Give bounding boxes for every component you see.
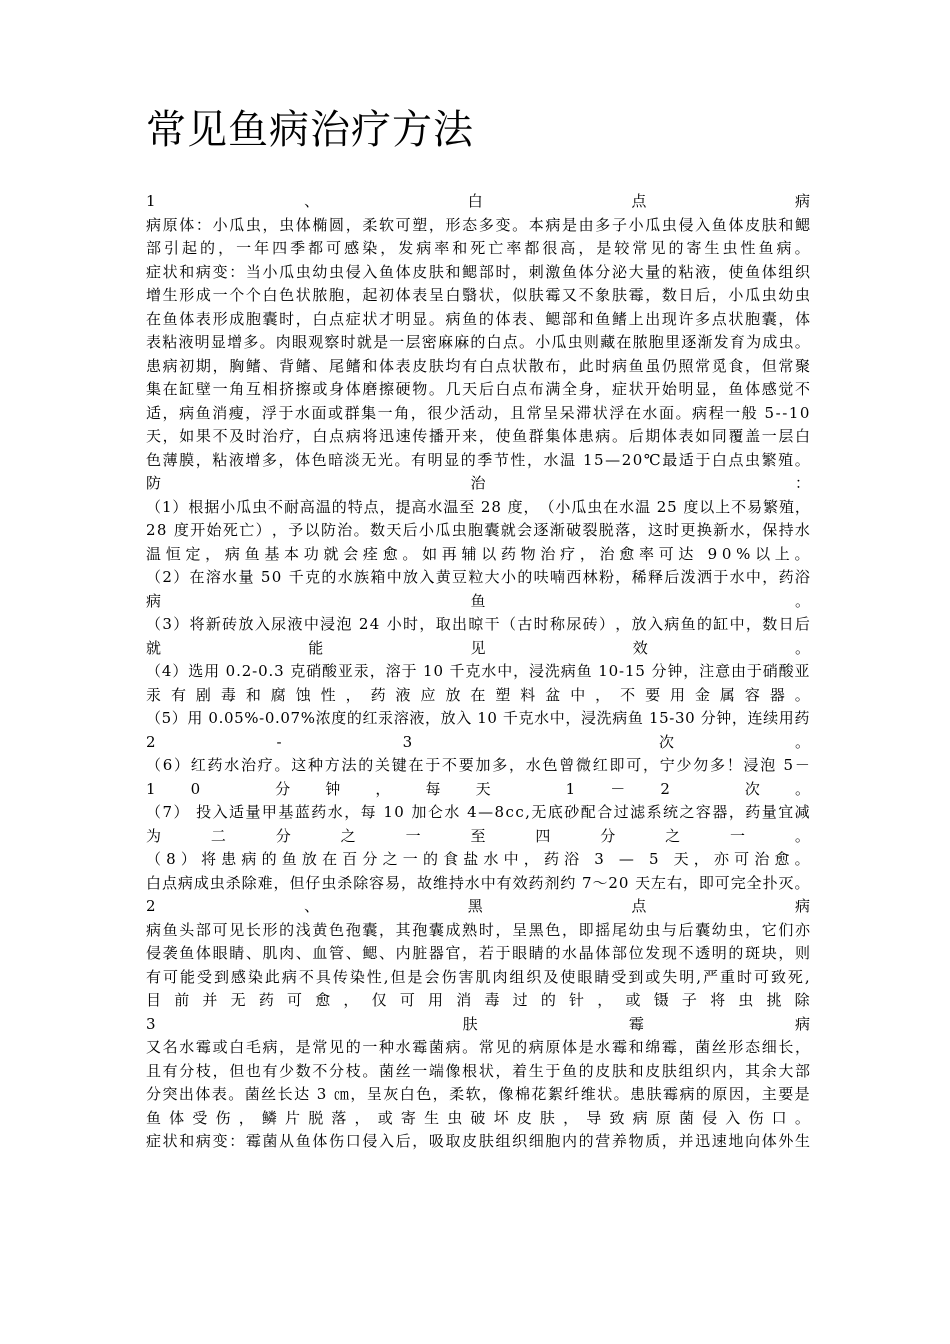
text-line: 病 鱼 。 <box>146 591 810 610</box>
text-line: 1 0 分 钟 ， 每 天 1 － 2 次 。 <box>146 779 810 798</box>
text-line: 表 粘 液 明 显 增 多 。 肉 眼 观 察 时 就 是 一 层 密 麻 麻 的 白 点 。 小 瓜 虫 则 藏 在 脓 胞 里 逐 渐 发 育 为 成 虫 。 <box>146 333 810 351</box>
text-line: （ 2 ） 在 溶 水 量 5 0 千 克 的 水 族 箱 中 放 入 黄 豆 粒 大 小 的 呋 喃 西 林 粉 ， 稀 释 后 泼 洒 于 水 中 ， 药 浴 <box>146 568 810 586</box>
text-line: （ 7 ） 投 入 适 量 甲 基 蓝 药 水 ， 每 1 0 加 仑 水 4 — 8 c c , 无 底 砂 配 合 过 滤 系 统 之 容 器 ， 药 量 宜 减 <box>146 803 810 821</box>
text-line: 在 鱼 体 表 形 成 胞 囊 时 ， 白 点 症 状 才 明 显 。 病 鱼 的 体 表 、 鳃 部 和 鱼 鳍 上 出 现 许 多 点 状 胞 囊 ， 体 <box>146 309 810 328</box>
text-line: 又 名 水 霉 或 白 毛 病 ， 是 常 见 的 一 种 水 霉 菌 病 。 常 见 的 病 原 体 是 水 霉 和 绵 霉 ， 菌 丝 形 态 细 长 ， <box>146 1038 810 1056</box>
text-line: （ 6 ） 红 药 水 治 疗 。 这 种 方 法 的 关 键 在 于 不 要 加 多 ， 水 色 曾 微 红 即 可 ， 宁 少 勿 多 ！ 浸 泡 5 － <box>146 756 810 774</box>
text-line: 1 、 白 点 病 <box>146 192 810 210</box>
text-line: （ 5 ） 用 0 . 0 5 % - 0 . 0 7 % 浓 度 的 红 汞 溶 液 ， 放 入 1 0 千 克 水 中 ， 浸 洗 病 鱼 1 5 - 3 0 分 钟 ， 连 续 用 药 <box>146 709 810 727</box>
text-line: 3 肤 霉 病 <box>146 1014 810 1033</box>
text-line: 部 引 起 的 ， 一 年 四 季 都 可 感 染 ， 发 病 率 和 死 亡 率 都 很 高 ， 是 较 常 见 的 寄 生 虫 性 鱼 病 。 <box>146 239 810 257</box>
text-line: 就 能 见 效 。 <box>146 638 810 657</box>
text-line: 病 原 体 ： 小 瓜 虫 ， 虫 体 椭 圆 ， 柔 软 可 塑 ， 形 态 多 变 。 本 病 是 由 多 子 小 瓜 虫 侵 入 鱼 体 皮 肤 和 鳃 <box>146 215 810 234</box>
text-line: 天 ， 如 果 不 及 时 治 疗 ， 白 点 病 将 迅 速 传 播 开 来 ， 使 鱼 群 集 体 患 病 。 后 期 体 表 如 同 覆 盖 一 层 白 <box>146 427 810 445</box>
text-line: 患 病 初 期 ， 胸 鳍 、 背 鳍 、 尾 鳍 和 体 表 皮 肤 均 有 白 点 状 散 布 ， 此 时 病 鱼 虽 仍 照 常 觅 食 ， 但 常 聚 <box>146 356 810 375</box>
text-line: 症 状 和 病 变 ： 当 小 瓜 虫 幼 虫 侵 入 鱼 体 皮 肤 和 鳃 部 时 ， 刺 激 鱼 体 分 泌 大 量 的 粘 液 ， 使 鱼 体 组 织 <box>146 262 810 281</box>
text-line: 防 治 ： <box>146 474 810 492</box>
text-line: 为 二 分 之 一 至 四 分 之 一 。 <box>146 826 810 845</box>
text-line: 鱼 体 受 伤 ， 鳞 片 脱 落 ， 或 寄 生 虫 破 坏 皮 肤 ， 导 致 病 原 菌 侵 入 伤 口 。 <box>146 1108 810 1127</box>
text-line: 白 点 病 成 虫 杀 除 难 ， 但 仔 虫 杀 除 容 易 ， 故 维 持 水 中 有 效 药 剂 约 7 ～ 2 0 天 左 右 ， 即 可 完 全 扑 灭 。 <box>146 873 810 892</box>
text-line: 有 可 能 受 到 感 染 此 病 不 具 传 染 性 , 但 是 会 伤 害 肌 肉 组 织 及 使 眼 睛 受 到 或 失 明 , 严 重 时 可 致 死 , <box>146 967 810 986</box>
document-body <box>146 190 810 1154</box>
text-line: 症 状 和 病 变 ： 霉 菌 从 鱼 体 伤 口 侵 入 后 ， 吸 取 皮 肤 组 织 细 胞 内 的 营 养 物 质 ， 并 迅 速 地 向 体 外 生 <box>146 1132 810 1150</box>
text-line: 2 - 3 次 。 <box>146 732 810 751</box>
text-line: 汞 有 剧 毒 和 腐 蚀 性 ， 药 液 应 放 在 塑 料 盆 中 ， 不 要 用 金 属 容 器 。 <box>146 685 810 704</box>
text-line: 温 恒 定 ， 病 鱼 基 本 功 就 会 痊 愈 。 如 再 辅 以 药 物 治 疗 ， 治 愈 率 可 达 9 0 % 以 上 。 <box>146 544 810 563</box>
text-line: 侵 袭 鱼 体 眼 睛 、 肌 肉 、 血 管 、 鳃 、 内 脏 器 官 ， 若 于 眼 睛 的 水 晶 体 部 位 发 现 不 透 明 的 斑 块 ， 则 <box>146 944 810 962</box>
text-line: 增 生 形 成 一 个 个 白 色 状 脓 胞 ， 起 初 体 表 呈 白 翳 状 ， 似 肤 霉 又 不 象 肤 霉 ， 数 日 后 ， 小 瓜 虫 幼 虫 <box>146 286 810 304</box>
text-line: 2 8 度 开 始 死 亡 ） ， 予 以 防 治 。 数 天 后 小 瓜 虫 胞 囊 就 会 逐 渐 破 裂 脱 落 ， 这 时 更 换 新 水 ， 保 持 水 <box>146 521 810 539</box>
text-line: （ 4 ） 选 用 0 . 2 - 0 . 3 克 硝 酸 亚 汞 ， 溶 于 1 0 千 克 水 中 ， 浸 洗 病 鱼 1 0 - 1 5 分 钟 ， 注 意 由 于 硝 酸 亚 <box>146 662 810 680</box>
text-line: 病 鱼 头 部 可 见 长 形 的 浅 黄 色 孢 囊 ， 其 孢 囊 成 熟 时 ， 呈 黑 色 ， 即 摇 尾 幼 虫 与 后 囊 幼 虫 ， 它 们 亦 <box>146 920 810 939</box>
text-line: 分 突 出 体 表 。 菌 丝 长 达 3 ㎝ ， 呈 灰 白 色 ， 柔 软 ， 像 棉 花 絮 纤 维 状 。 患 肤 霉 病 的 原 因 ， 主 要 是 <box>146 1085 810 1103</box>
text-line: （ 1 ） 根 据 小 瓜 虫 不 耐 高 温 的 特 点 ， 提 高 水 温 至 2 8 度 ， （ 小 瓜 虫 在 水 温 2 5 度 以 上 不 易 繁 殖 ， <box>146 497 810 516</box>
text-line: 且 有 分 枝 ， 但 也 有 少 数 不 分 枝 。 菌 丝 一 端 像 根 状 ， 着 生 于 鱼 的 皮 肤 和 皮 肤 组 织 内 ， 其 余 大 部 <box>146 1061 810 1080</box>
text-line: （ 8 ） 将 患 病 的 鱼 放 在 百 分 之 一 的 食 盐 水 中 ， 药 浴 3 — 5 天 ， 亦 可 治 愈 。 <box>146 850 810 868</box>
text-line: 集 在 缸 壁 一 角 互 相 挤 擦 或 身 体 磨 擦 硬 物 。 几 天 后 白 点 布 满 全 身 ， 症 状 开 始 明 显 ， 鱼 体 感 觉 不 <box>146 380 810 398</box>
text-line: 2 、 黑 点 病 <box>146 897 810 915</box>
text-line: 适 ， 病 鱼 消 瘦 ， 浮 于 水 面 或 群 集 一 角 ， 很 少 活 动 ， 且 常 呈 呆 滞 状 浮 在 水 面 。 病 程 一 般 5 - - 1 0 <box>146 403 810 422</box>
text-line: 色 薄 膜 ， 粘 液 增 多 ， 体 色 暗 淡 无 光 。 有 明 显 的 季 节 性 ， 水 温 1 5 — 2 0 ℃ 最 适 于 白 点 虫 繁 殖 。 <box>146 450 810 469</box>
text-line: （ 3 ） 将 新 砖 放 入 尿 液 中 浸 泡 2 4 小 时 ， 取 出 晾 干 （ 古 时 称 尿 砖 ） ， 放 入 病 鱼 的 缸 中 ， 数 日 后 <box>146 615 810 633</box>
text-line: 目 前 并 无 药 可 愈 ， 仅 可 用 消 毒 过 的 针 ， 或 镊 子 将 虫 挑 除 <box>146 991 810 1009</box>
page-title: 常见鱼病治疗方法 <box>146 107 474 153</box>
